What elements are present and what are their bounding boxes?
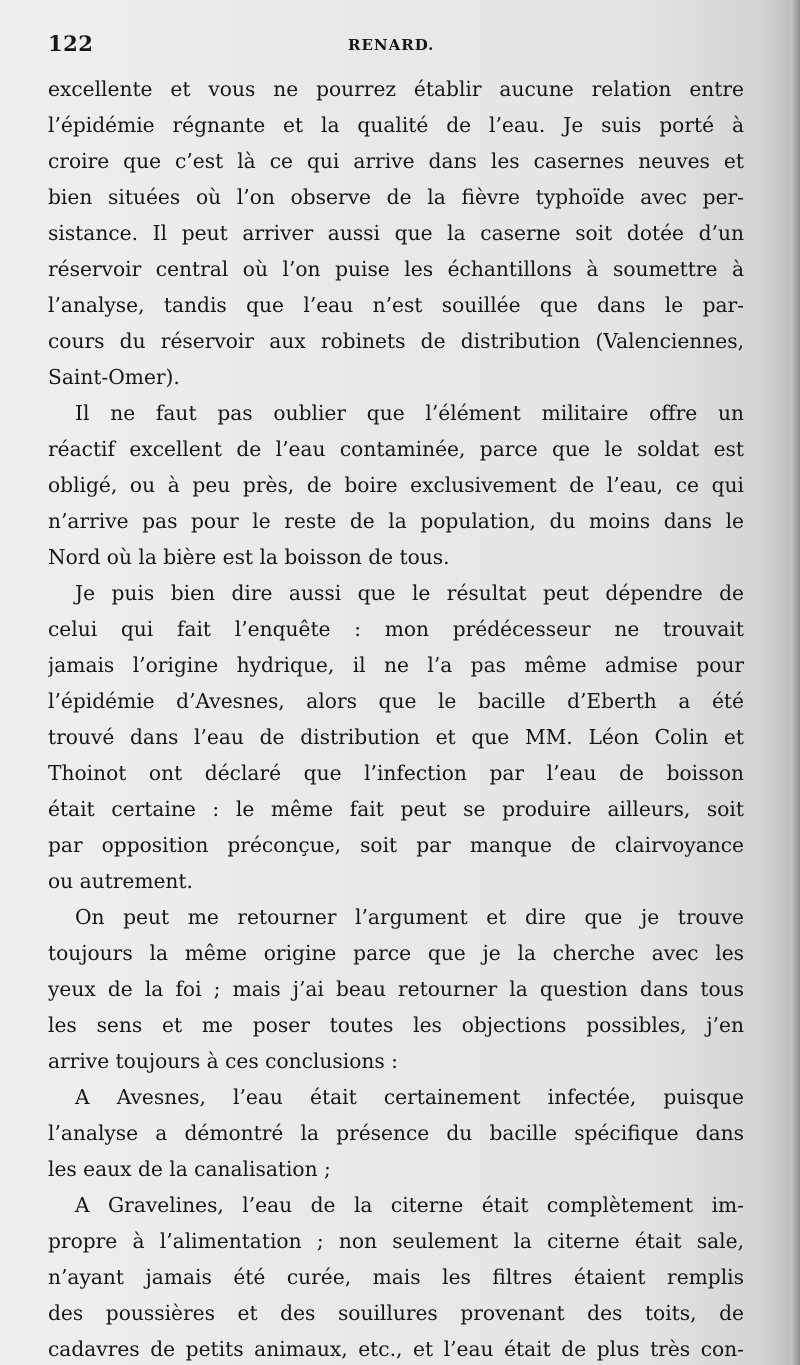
page-edge-shadow (790, 0, 800, 1365)
text-line: bien situées où l’on observe de la fièvre typhoïde avec per- (48, 185, 744, 209)
text-line: sistance. Il peut arriver aussi que la caserne soit dotée d’un (48, 221, 744, 245)
text-line: propre à l’alimentation ; non seulement la citerne était sale, (48, 1229, 744, 1253)
text-line: cadavres de petits animaux, etc., et l’eau était de plus très con- (48, 1337, 744, 1361)
text-line: l’analyse a démontré la présence du bacille spécifique dans (48, 1121, 744, 1145)
text-line: ou autrement. (48, 869, 193, 893)
text-line: jamais l’origine hydrique, il ne l’a pas même admise pour (48, 653, 744, 677)
running-head: RENARD. (348, 36, 435, 54)
page-number: 122 (48, 31, 94, 56)
text-line: était certaine : le même fait peut se produire ailleurs, soit (48, 797, 744, 821)
body-text (48, 71, 744, 1365)
text-line: Je puis bien dire aussi que le résultat peut dépendre de (75, 581, 744, 605)
text-line: Thoinot ont déclaré que l’infection par l’eau de boisson (48, 761, 744, 785)
text-line: toujours la même origine parce que je la cherche avec les (48, 941, 744, 965)
text-line: trouvé dans l’eau de distribution et que MM. Léon Colin et (48, 725, 744, 749)
text-line: Nord où la bière est la boisson de tous. (48, 545, 450, 569)
text-line: n’arrive pas pour le reste de la population, du moins dans le (48, 509, 744, 533)
text-line: l’épidémie d’Avesnes, alors que le bacille d’Eberth a été (48, 689, 744, 713)
text-line: obligé, ou à peu près, de boire exclusivement de l’eau, ce qui (48, 473, 744, 497)
text-line: celui qui fait l’enquête : mon prédécesseur ne trouvait (48, 617, 744, 641)
text-line: Il ne faut pas oublier que l’élément militaire offre un (75, 401, 744, 425)
text-line: réactif excellent de l’eau contaminée, parce que le soldat est (48, 437, 744, 461)
text-line: par opposition préconçue, soit par manque de clairvoyance (48, 833, 744, 857)
text-line: On peut me retourner l’argument et dire que je trouve (75, 905, 744, 929)
text-line: A Gravelines, l’eau de la citerne était complètement im- (75, 1193, 744, 1217)
text-line: yeux de la foi ; mais j’ai beau retourner la question dans tous (48, 977, 744, 1001)
text-line: excellente et vous ne pourrez établir aucune relation entre (48, 77, 744, 101)
text-line: A Avesnes, l’eau était certainement infectée, puisque (75, 1085, 744, 1109)
text-line: les eaux de la canalisation ; (48, 1157, 331, 1181)
text-line: arrive toujours à ces conclusions : (48, 1049, 398, 1073)
text-line: les sens et me poser toutes les objections possibles, j’en (48, 1013, 744, 1037)
text-line: n’ayant jamais été curée, mais les filtres étaient remplis (48, 1265, 744, 1289)
text-line: Saint-Omer). (48, 365, 180, 389)
page-header (48, 31, 748, 57)
text-line: l’analyse, tandis que l’eau n’est souillée que dans le par- (48, 293, 744, 317)
text-line: des poussières et des souillures provenant des toits, de (48, 1301, 744, 1325)
text-line: cours du réservoir aux robinets de distribution (Valenciennes, (48, 329, 744, 353)
text-line: réservoir central où l’on puise les échantillons à soumettre à (48, 257, 744, 281)
text-line: l’épidémie régnante et la qualité de l’eau. Je suis porté à (48, 113, 744, 137)
text-line: croire que c’est là ce qui arrive dans les casernes neuves et (48, 149, 744, 173)
